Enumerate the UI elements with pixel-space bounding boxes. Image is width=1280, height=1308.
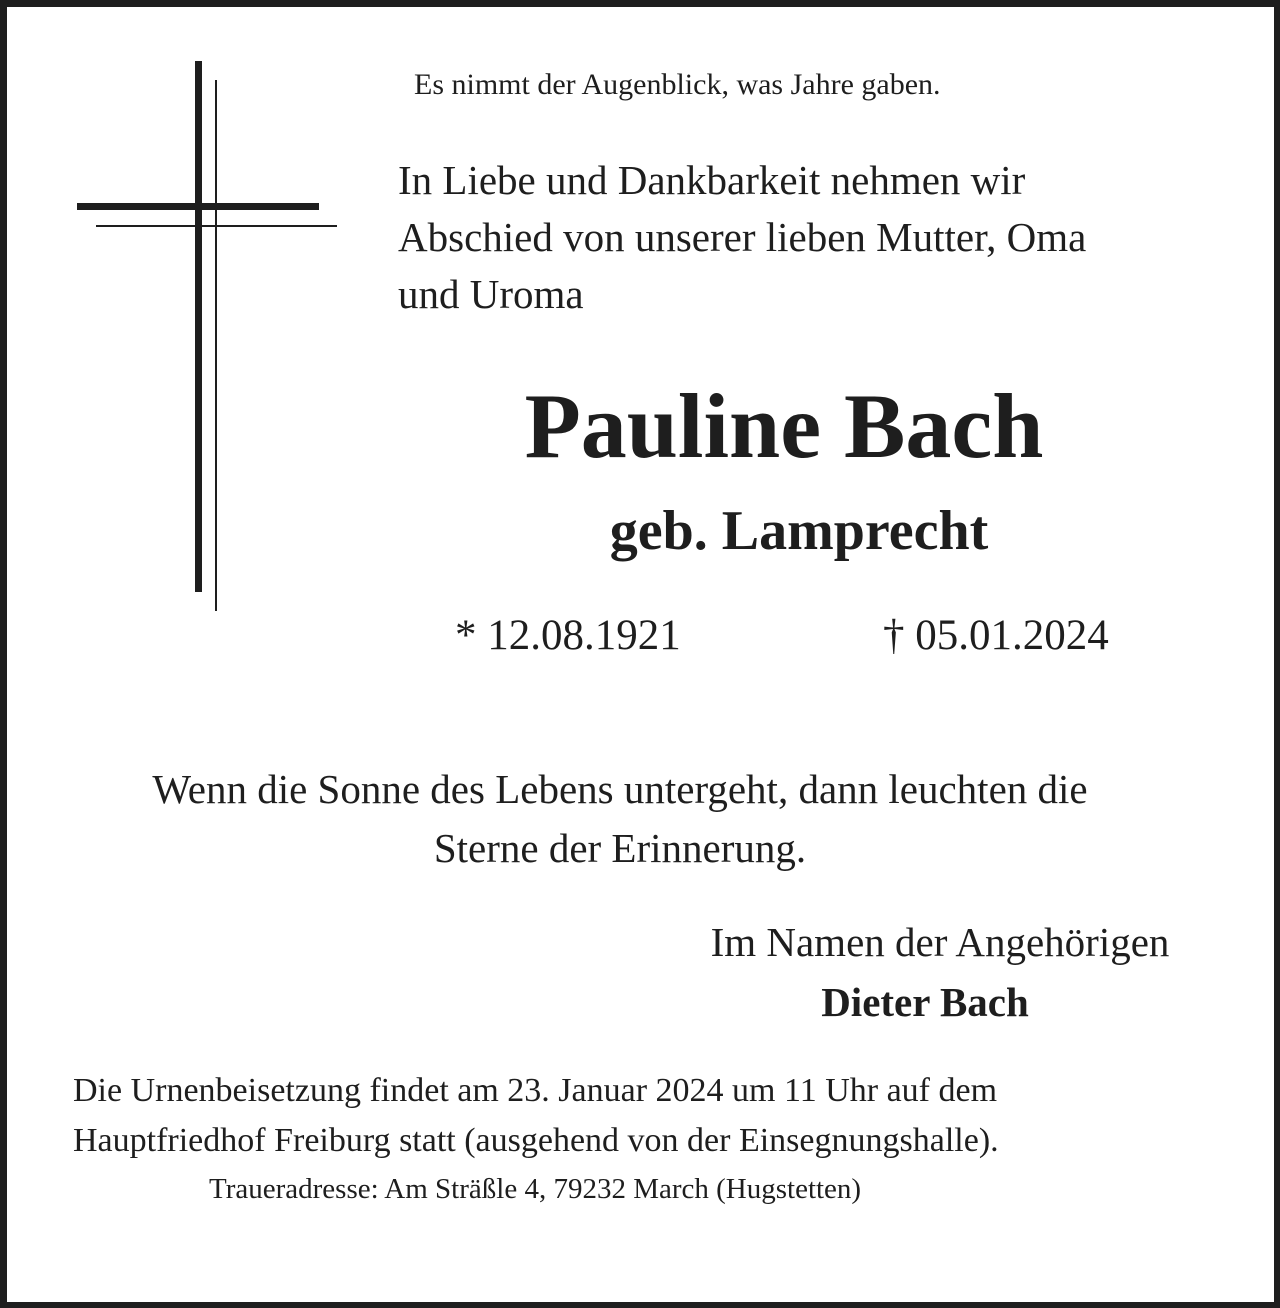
birth-date: * 12.08.1921 — [455, 612, 681, 659]
intro-line-1: In Liebe und Dankbarkeit nehmen wir — [398, 157, 1026, 203]
quote-line-1: Wenn die Sonne des Lebens untergeht, dann leuchten die — [152, 766, 1088, 812]
maiden-name: geb. Lamprecht — [609, 500, 989, 562]
quote-line-2: Sterne der Erinnerung. — [433, 825, 807, 871]
death-date: † 05.01.2024 — [883, 612, 1109, 659]
intro-line-3: und Uroma — [398, 271, 584, 317]
signature-line: Im Namen der Angehörigen — [710, 919, 1170, 965]
funeral-line-1: Die Urnenbeisetzung findet am 23. Januar 2024 um 11 Uhr auf dem — [73, 1072, 998, 1109]
mourning-address: Traueradresse: Am Sträßle 4, 79232 March (Hugstetten) — [209, 1173, 862, 1205]
intro-line-2: Abschied von unserer lieben Mutter, Oma — [398, 214, 1087, 260]
deceased-name: Pauline Bach — [524, 375, 1044, 477]
motto: Es nimmt der Augenblick, was Jahre gaben. — [414, 68, 941, 101]
signature-name: Dieter Bach — [821, 979, 1029, 1025]
funeral-line-2: Hauptfriedhof Freiburg statt (ausgehend von der Einsegnungshalle). — [73, 1122, 999, 1159]
